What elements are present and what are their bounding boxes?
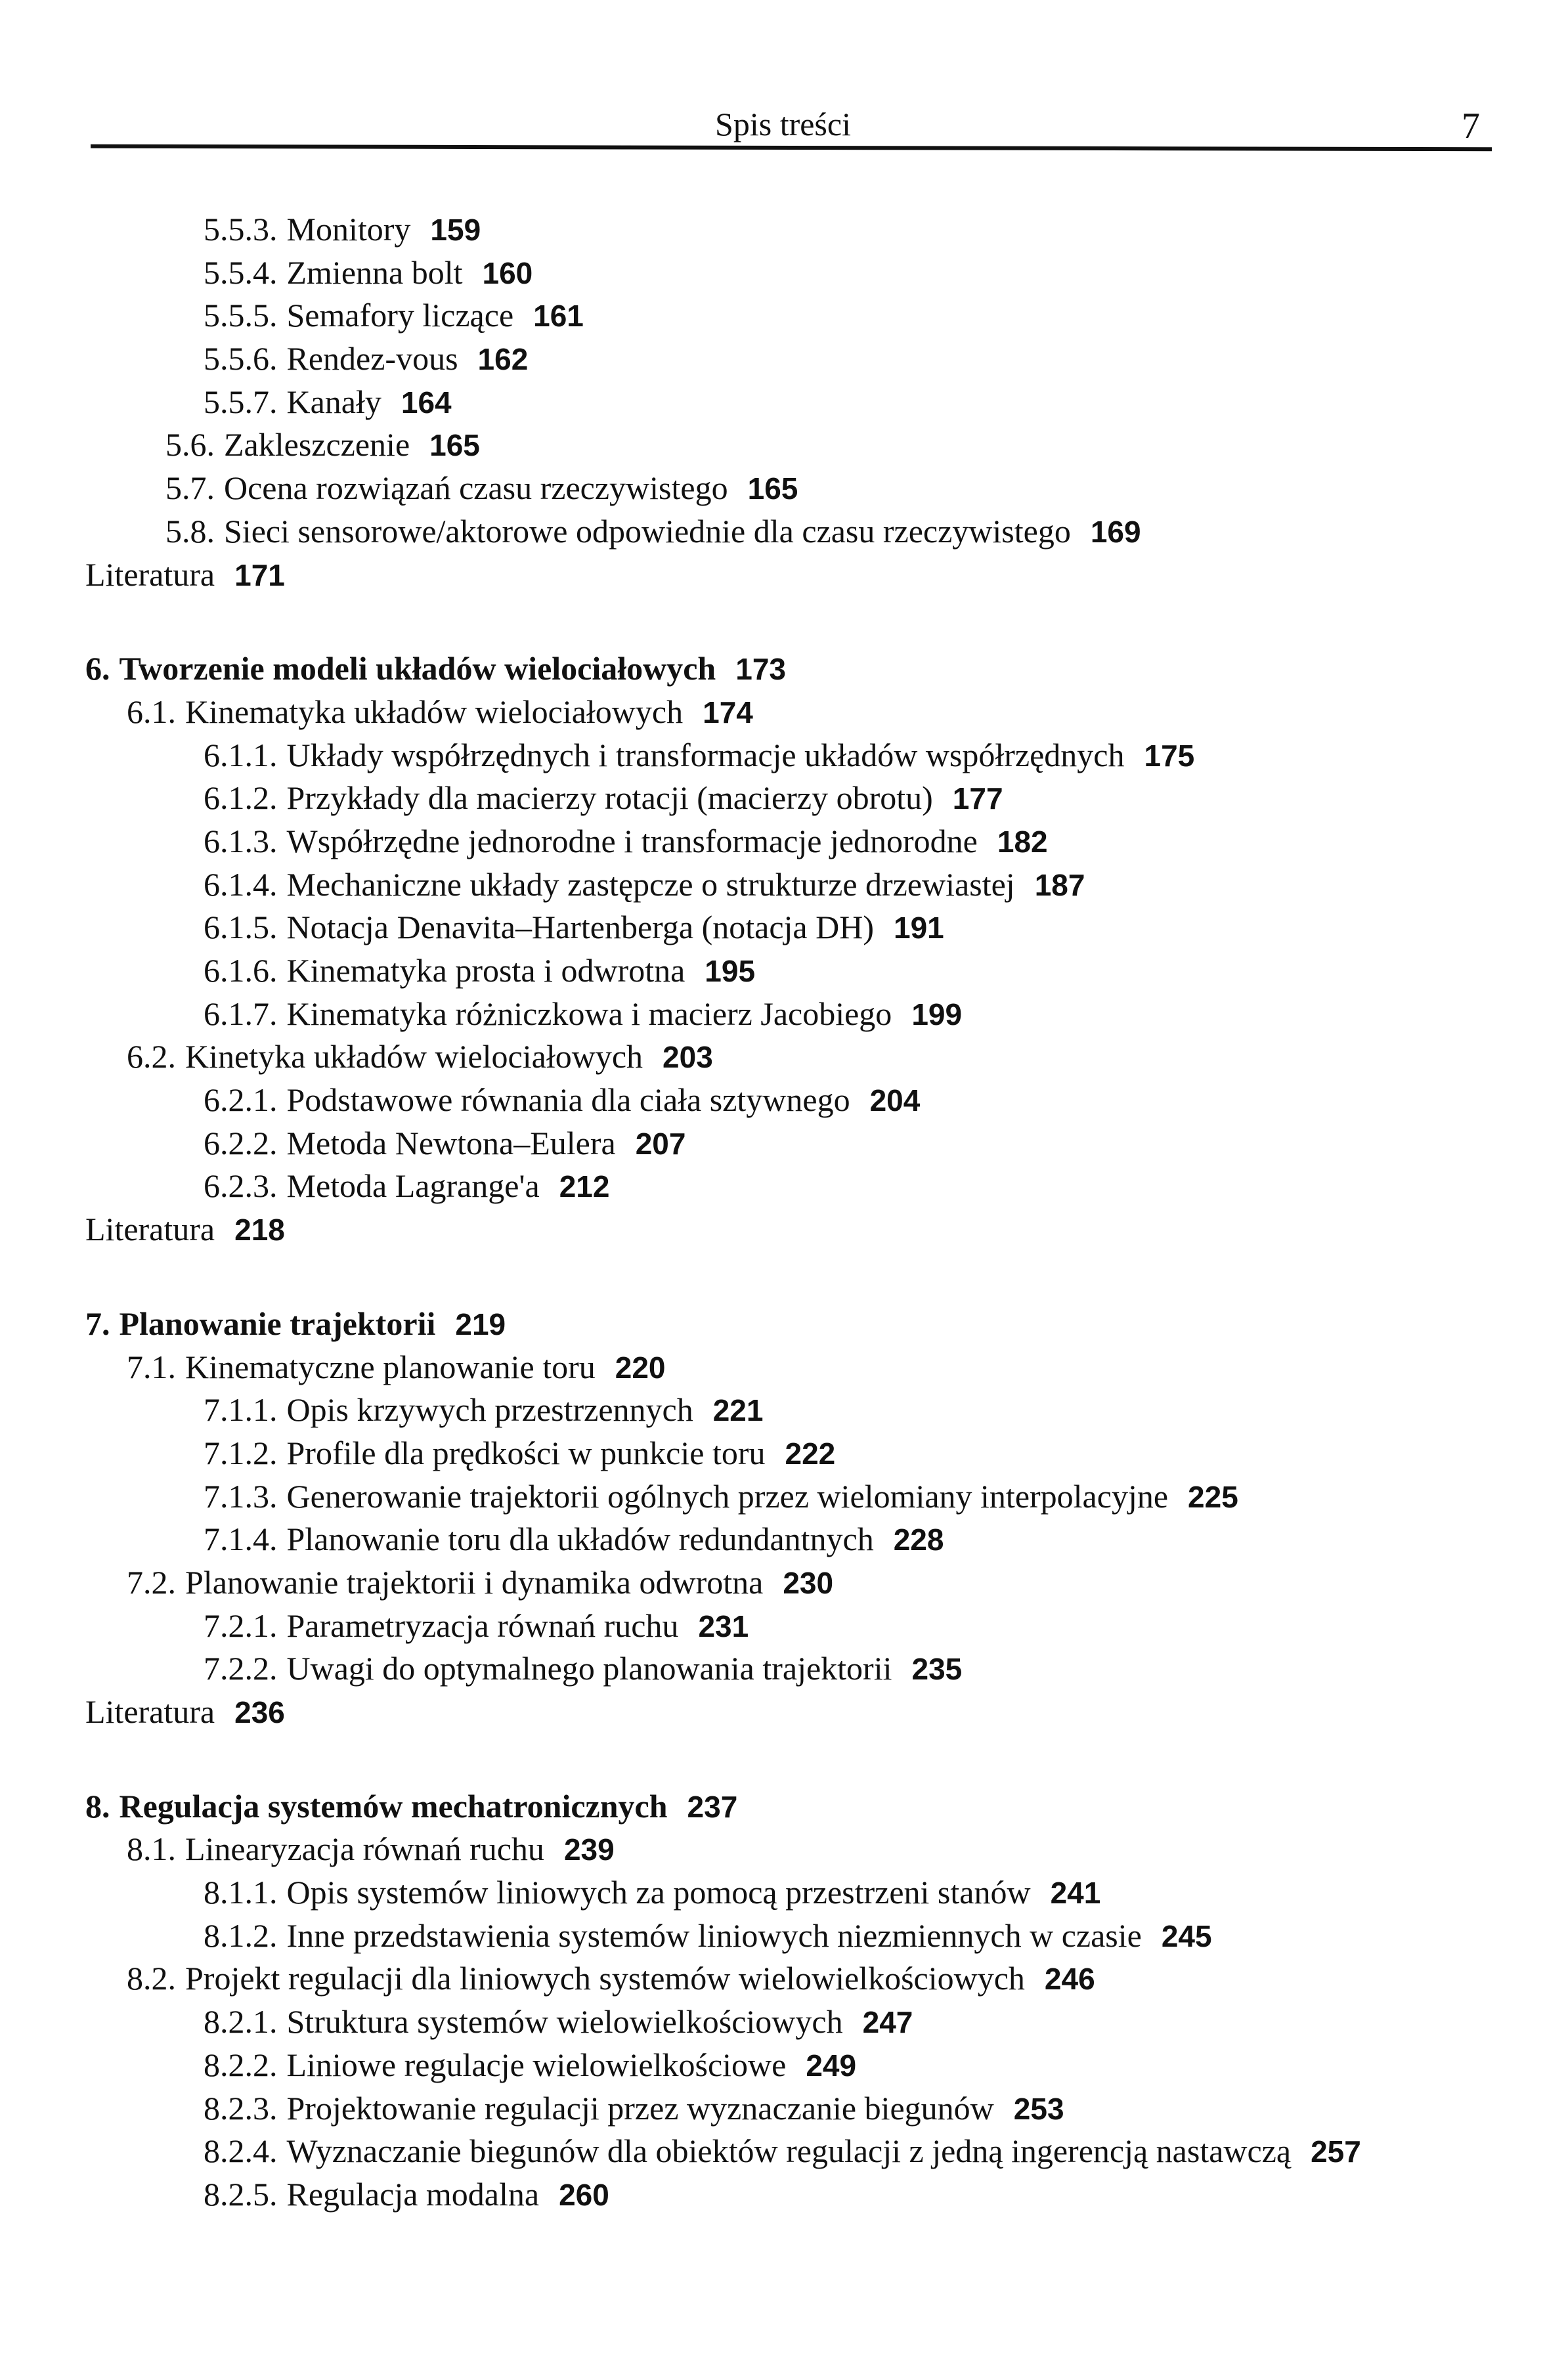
entry-page: 171	[234, 557, 285, 592]
entry-number: 8.1.	[127, 1830, 176, 1868]
toc-entry	[0, 1605, 1566, 1648]
entry-number: 6.2.2.	[204, 1124, 278, 1161]
entry-number: 6.2.	[127, 1038, 176, 1075]
entry-page: 164	[401, 385, 452, 420]
entry-number: 7.1.3.	[204, 1477, 278, 1515]
entry-page: 231	[698, 1609, 749, 1643]
entry-page: 221	[712, 1393, 764, 1428]
entry-number: 8.1.2.	[204, 1916, 278, 1954]
entry-number: 5.7.	[165, 469, 215, 507]
entry-page: 204	[869, 1083, 921, 1118]
toc-chapter	[0, 1785, 1566, 1828]
entry-number: 5.8.	[165, 512, 215, 550]
entry-number: 6.1.	[127, 693, 176, 730]
entry-number: 7.1.	[127, 1348, 176, 1385]
toc-entry	[0, 820, 1566, 863]
entry-number: 5.6.	[165, 426, 215, 464]
entry-title: Notacja Denavita–Hartenberga (notacja DH)	[286, 909, 874, 946]
toc-entry	[0, 1828, 1566, 1871]
entry-title: Generowanie trajektorii ogólnych przez wielomiany interpolacyjne	[286, 1477, 1169, 1515]
entry-page: 222	[785, 1436, 836, 1471]
entry-page: 260	[559, 2177, 609, 2212]
page-number: 7	[1462, 106, 1480, 146]
entry-title: Liniowe regulacje wielowielkościowe	[286, 2046, 787, 2083]
entry-title: Podstawowe równania dla ciała sztywnego	[286, 1081, 850, 1119]
entry-page: 187	[1034, 867, 1085, 902]
entry-title: Monitory	[286, 211, 411, 248]
toc-entry	[0, 777, 1566, 820]
entry-title: Literatura	[85, 1693, 215, 1730]
entry-number: 7.	[85, 1305, 110, 1342]
toc-entry	[0, 2173, 1566, 2217]
entry-page: 247	[862, 2005, 913, 2040]
entry-title: Kinematyczne planowanie toru	[185, 1348, 596, 1385]
entry-title: Regulacja systemów mechatronicznych	[119, 1787, 668, 1825]
toc-entry	[0, 1915, 1566, 1958]
entry-title: Opis krzywych przestrzennych	[286, 1391, 693, 1429]
entry-page: 177	[952, 781, 1003, 816]
entry-page: 239	[563, 1832, 615, 1867]
entry-title: Semafory liczące	[286, 297, 514, 334]
toc-entry	[0, 1518, 1566, 1561]
entry-page: 207	[635, 1126, 686, 1161]
entry-page: 165	[747, 471, 798, 506]
toc-entry	[0, 251, 1566, 295]
toc-chapter	[0, 1303, 1566, 1346]
entry-title: Planowanie toru dla układów redundantnych	[286, 1521, 874, 1558]
toc-section	[0, 208, 1566, 596]
toc-section	[0, 647, 1566, 1251]
entry-title: Metoda Newtona–Eulera	[286, 1124, 616, 1161]
entry-number: 8.2.	[127, 1960, 176, 1997]
entry-page: 241	[1050, 1876, 1101, 1911]
entry-number: 6.	[85, 650, 110, 687]
toc-entry	[0, 2087, 1566, 2131]
entry-number: 8.2.4.	[204, 2132, 278, 2170]
entry-title: Wyznaczanie biegunów dla obiektów regulacji z jedną ingerencją nastawczą	[286, 2132, 1292, 2170]
entry-number: 5.5.3.	[204, 211, 278, 248]
entry-page: 218	[234, 1213, 285, 1247]
toc-section	[0, 1785, 1566, 2217]
toc-entry	[0, 1957, 1566, 2001]
entry-page: 236	[234, 1695, 285, 1729]
entry-title: Regulacja modalna	[286, 2175, 540, 2213]
table-of-contents	[0, 208, 1566, 2268]
toc-entry	[0, 691, 1566, 734]
entry-title: Uwagi do optymalnego planowania trajektorii	[286, 1650, 892, 1687]
toc-entry	[0, 863, 1566, 907]
header-rule	[91, 144, 1492, 151]
entry-number: 6.1.7.	[204, 995, 278, 1032]
entry-number: 6.1.4.	[204, 865, 278, 903]
entry-title: Struktura systemów wielowielkościowych	[286, 2003, 843, 2041]
toc-entry	[0, 423, 1566, 467]
entry-title: Kinematyka różniczkowa i macierz Jacobiego	[286, 995, 892, 1032]
entry-page: 169	[1090, 514, 1141, 549]
entry-title: Planowanie trajektorii i dynamika odwrotna	[185, 1563, 764, 1601]
toc-entry	[0, 510, 1566, 553]
entry-page: 162	[477, 342, 529, 377]
entry-page: 246	[1044, 1962, 1095, 1997]
entry-page: 160	[482, 255, 533, 290]
entry-page: 159	[430, 213, 481, 247]
entry-page: 228	[893, 1523, 944, 1557]
entry-title: Metoda Lagrange'a	[286, 1167, 540, 1205]
toc-entry	[0, 1346, 1566, 1389]
entry-title: Rendez-vous	[286, 340, 458, 378]
entry-page: 199	[911, 997, 963, 1031]
toc-entry	[0, 949, 1566, 993]
toc-entry	[0, 1035, 1566, 1079]
toc-entry	[0, 1475, 1566, 1519]
toc-entry	[0, 734, 1566, 777]
entry-number: 6.2.3.	[204, 1167, 278, 1205]
entry-page: 161	[533, 299, 584, 334]
entry-number: 7.2.1.	[204, 1607, 278, 1644]
entry-page: 175	[1144, 738, 1195, 773]
entry-title: Opis systemów liniowych za pomocą przestrzeni stanów	[286, 1874, 1031, 1911]
toc-section	[0, 1303, 1566, 1734]
entry-page: 230	[783, 1565, 834, 1600]
toc-entry	[0, 993, 1566, 1036]
entry-page: 182	[997, 824, 1048, 859]
entry-title: Literatura	[85, 555, 215, 593]
entry-title: Sieci sensorowe/aktorowe odpowiednie dla czasu rzeczywistego	[224, 512, 1071, 550]
entry-number: 8.2.2.	[204, 2046, 278, 2083]
entry-number: 6.1.6.	[204, 952, 278, 989]
entry-page: 191	[893, 911, 944, 945]
toc-entry	[0, 1165, 1566, 1208]
entry-title: Projektowanie regulacji przez wyznaczanie biegunów	[286, 2089, 994, 2127]
entry-page: 220	[615, 1350, 666, 1385]
toc-entry	[0, 2001, 1566, 2044]
toc-entry	[0, 208, 1566, 251]
entry-page: 219	[455, 1307, 506, 1341]
entry-number: 7.1.4.	[204, 1521, 278, 1558]
entry-title: Kinetyka układów wielociałowych	[185, 1038, 643, 1075]
entry-page: 212	[559, 1169, 610, 1204]
entry-title: Zmienna bolt	[286, 253, 463, 291]
entry-title: Projekt regulacji dla liniowych systemów wielowielkościowych	[185, 1960, 1025, 1997]
entry-title: Kinematyka układów wielociałowych	[185, 693, 684, 730]
toc-entry	[0, 1647, 1566, 1691]
toc-entry	[0, 1432, 1566, 1475]
toc-entry	[0, 906, 1566, 949]
toc-literature	[0, 1208, 1566, 1251]
entry-page: 173	[735, 652, 786, 687]
entry-number: 8.2.1.	[204, 2003, 278, 2041]
entry-title: Tworzenie modeli układów wielociałowych	[119, 650, 716, 687]
entry-title: Kanały	[286, 383, 381, 420]
toc-entry	[0, 337, 1566, 381]
toc-entry	[0, 381, 1566, 424]
toc-entry	[0, 1389, 1566, 1432]
toc-chapter	[0, 647, 1566, 691]
entry-page: 253	[1013, 2091, 1064, 2126]
entry-page: 174	[703, 695, 753, 729]
toc-entry	[0, 294, 1566, 337]
entry-number: 5.5.4.	[204, 253, 278, 291]
toc-entry	[0, 1079, 1566, 1122]
entry-page: 225	[1188, 1479, 1238, 1514]
entry-page: 165	[429, 428, 480, 463]
entry-number: 7.1.1.	[204, 1391, 278, 1429]
entry-page: 235	[911, 1652, 963, 1687]
entry-number: 8.	[85, 1787, 110, 1825]
entry-page: 195	[705, 954, 756, 988]
running-header-title: Spis treści	[715, 106, 851, 142]
toc-entry	[0, 2130, 1566, 2173]
entry-title: Przykłady dla macierzy rotacji (macierzy obrotu)	[286, 779, 933, 817]
entry-title: Ocena rozwiązań czasu rzeczywistego	[224, 469, 728, 507]
toc-entry	[0, 2044, 1566, 2087]
toc-literature	[0, 553, 1566, 597]
toc-literature	[0, 1691, 1566, 1734]
entry-title: Kinematyka prosta i odwrotna	[286, 952, 685, 989]
entry-page: 237	[687, 1789, 738, 1824]
entry-title: Współrzędne jednorodne i transformacje jednorodne	[286, 822, 978, 859]
entry-number: 8.2.5.	[204, 2175, 278, 2213]
entry-number: 5.5.5.	[204, 297, 278, 334]
toc-entry	[0, 1122, 1566, 1165]
entry-number: 8.2.3.	[204, 2089, 278, 2127]
entry-title: Linearyzacja równań ruchu	[185, 1830, 544, 1868]
entry-title: Literatura	[85, 1211, 215, 1248]
entry-number: 7.1.2.	[204, 1434, 278, 1471]
entry-page: 257	[1311, 2134, 1361, 2169]
entry-title: Planowanie trajektorii	[119, 1305, 436, 1342]
toc-entry	[0, 1871, 1566, 1915]
entry-number: 6.1.1.	[204, 736, 278, 773]
entry-page: 245	[1161, 1918, 1212, 1953]
entry-number: 8.1.1.	[204, 1874, 278, 1911]
entry-number: 7.2.	[127, 1563, 176, 1601]
entry-number: 6.2.1.	[204, 1081, 278, 1119]
entry-title: Mechaniczne układy zastępcze o strukturze drzewiastej	[286, 865, 1015, 903]
entry-title: Profile dla prędkości w punkcie toru	[286, 1434, 766, 1471]
entry-title: Inne przedstawienia systemów liniowych niezmiennych w czasie	[286, 1916, 1142, 1954]
entry-number: 5.5.6.	[204, 340, 278, 378]
entry-number: 6.1.3.	[204, 822, 278, 859]
entry-number: 6.1.2.	[204, 779, 278, 817]
entry-title: Zakleszczenie	[224, 426, 410, 464]
entry-title: Układy współrzędnych i transformacje układów współrzędnych	[286, 736, 1125, 773]
toc-entry	[0, 1561, 1566, 1605]
entry-number: 6.1.5.	[204, 909, 278, 946]
entry-title: Parametryzacja równań ruchu	[286, 1607, 679, 1644]
entry-number: 7.2.2.	[204, 1650, 278, 1687]
entry-number: 5.5.7.	[204, 383, 278, 420]
entry-page: 203	[663, 1040, 713, 1075]
entry-page: 249	[806, 2048, 857, 2083]
toc-entry	[0, 467, 1566, 510]
